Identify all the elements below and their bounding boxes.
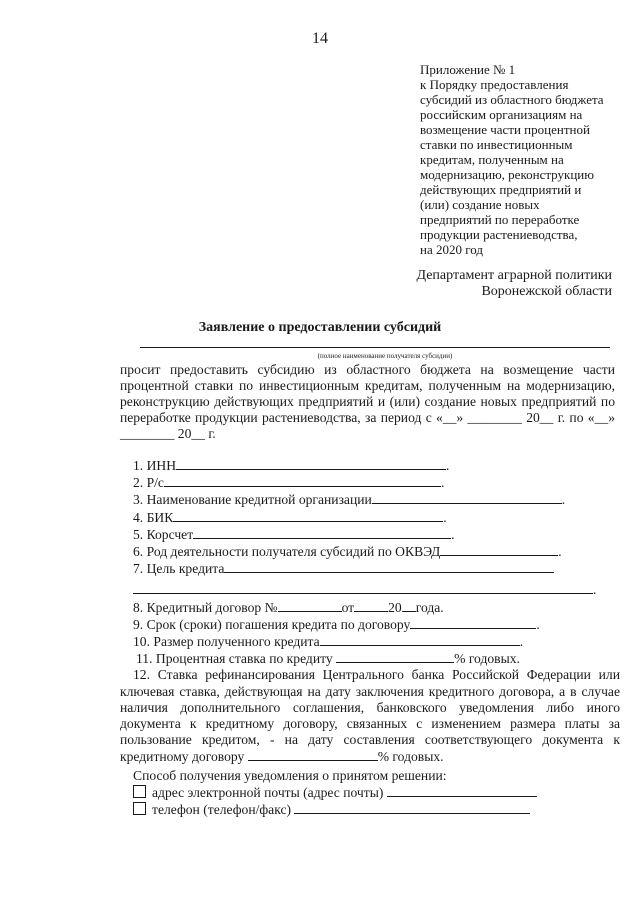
- bik-label: 4. БИК: [133, 509, 174, 525]
- refinancing-field[interactable]: [248, 748, 378, 761]
- bank-name-field[interactable]: [372, 491, 562, 504]
- page-number: 14: [312, 30, 328, 47]
- notification-phone-row: [120, 801, 620, 818]
- document-title: Заявление о предоставлении субсидий: [198, 320, 442, 335]
- contract-label: 8. Кредитный договор №: [133, 599, 278, 615]
- refinancing-label: 12. Ставка рефинансирования Центрального банка Российской Федерации или ключевая ставка, действующая на дату заключения кредитного договора, а в случае наличия дополнительного соглашения, банковского уведомления либо иного документа к кредитному договору, связанных с изменением размера платы за пользование кредитом, - на дату составления соответствующего документа к кредитному договору: [120, 667, 620, 765]
- rate-row: [120, 650, 620, 667]
- contract-row: [120, 599, 620, 616]
- repayment-label: 9. Срок (сроки) погашения кредита по договору: [133, 616, 411, 632]
- rs-label: 2. Р/с: [133, 475, 164, 491]
- repayment-row: 9. Срок (сроки) погашения кредита по договору .: [133, 616, 540, 632]
- refinancing-suffix: % годовых.: [377, 749, 444, 765]
- rate-label: 11. Процентная ставка по кредиту: [136, 651, 333, 667]
- purpose-row: [120, 560, 620, 577]
- korschet-field[interactable]: [193, 526, 451, 539]
- bank-name-label: 3. Наименование кредитной организации: [133, 492, 372, 508]
- phone-checkbox[interactable]: [133, 802, 146, 815]
- recipient-caption: (полное наименование получателя субсидии): [317, 352, 453, 360]
- inn-row: 1. ИНН .: [133, 458, 450, 473]
- contract-number-field[interactable]: [278, 599, 342, 612]
- purpose-field[interactable]: [224, 560, 554, 573]
- activity-row: 6. Род деятельности получателя субсидий по ОКВЭД .: [133, 544, 562, 560]
- annex-line: субсидий из областного бюджета: [420, 92, 604, 107]
- bank-name-row: 3. Наименование кредитной организации .: [133, 492, 566, 508]
- department-block: [417, 268, 613, 300]
- phone-option-label: телефон (телефон/факс): [152, 802, 292, 818]
- bik-row: 4. БИК .: [133, 509, 447, 525]
- contract-year-field[interactable]: [402, 599, 416, 612]
- department-region: Воронежской области: [481, 284, 612, 299]
- contract-from-label: от: [341, 599, 355, 615]
- annex-block: [420, 62, 620, 257]
- annex-line: (или) создание новых: [420, 197, 540, 212]
- department-name: Департамент аграрной политики: [416, 268, 612, 283]
- annex-line: на 2020 год: [420, 242, 483, 257]
- annex-line: предприятий по переработке: [420, 212, 580, 227]
- email-checkbox[interactable]: [133, 785, 146, 798]
- rate-field[interactable]: [336, 650, 454, 663]
- annex-line: возмещение части процентной: [420, 122, 590, 137]
- annex-line: российским организациям на: [420, 107, 583, 122]
- contract-suffix: года.: [415, 599, 444, 615]
- intro-text: просит предоставить субсидию из областного бюджета на возмещение части процентной ставки по инвестиционным кредитам, полученным на модернизацию, реконструкцию действующих предприятий и (или) создание новых предприятий по переработке продукции растениеводства, за период с «__» ________ 20__ г. по «__» ________ 20__ г.: [120, 362, 615, 441]
- bik-field[interactable]: [173, 509, 443, 522]
- annex-line: Приложение № 1: [420, 62, 516, 77]
- annex-line: модернизацию, реконструкцию: [420, 167, 594, 182]
- rs-field[interactable]: [164, 474, 441, 487]
- amount-field[interactable]: [320, 633, 520, 646]
- amount-row: 10. Размер полученного кредита .: [133, 634, 524, 650]
- phone-field[interactable]: [294, 801, 530, 814]
- purpose-field-continued[interactable]: [133, 577, 593, 594]
- korschet-label: 5. Корсчет: [133, 526, 194, 542]
- annex-line: ставки по инвестиционным: [420, 137, 573, 152]
- amount-label: 10. Размер полученного кредита: [133, 634, 320, 650]
- inn-label: 1. ИНН: [133, 458, 177, 473]
- notification-label: Способ получения уведомления о принятом решении:: [133, 767, 447, 783]
- annex-line: к Порядку предоставления: [420, 77, 569, 92]
- purpose-label: 7. Цель кредита: [133, 561, 225, 577]
- repayment-field[interactable]: [410, 616, 536, 629]
- application-fields: [120, 457, 620, 818]
- notification-email-row: [120, 784, 620, 801]
- inn-field[interactable]: [176, 457, 446, 470]
- annex-line: продукции растениеводства,: [420, 227, 578, 242]
- activity-label: 6. Род деятельности получателя субсидий по ОКВЭД: [133, 544, 441, 560]
- email-field[interactable]: [387, 784, 537, 797]
- annex-line: действующих предприятий и: [420, 182, 582, 197]
- refinancing-paragraph: [120, 667, 620, 765]
- recipient-name-field[interactable]: [140, 347, 610, 348]
- rate-suffix: % годовых.: [454, 651, 520, 667]
- korschet-row: 5. Корсчет .: [133, 526, 455, 542]
- annex-line: кредитам, полученным на: [420, 152, 564, 167]
- email-option-label: адрес электронной почты (адрес почты): [152, 784, 384, 800]
- intro-paragraph: [120, 362, 615, 442]
- purpose-continuation-row: .: [120, 577, 620, 598]
- contract-year-label: 20: [388, 599, 402, 615]
- rs-row: 2. Р/с .: [133, 475, 445, 491]
- activity-field[interactable]: [440, 543, 558, 556]
- contract-date-field[interactable]: [354, 599, 388, 612]
